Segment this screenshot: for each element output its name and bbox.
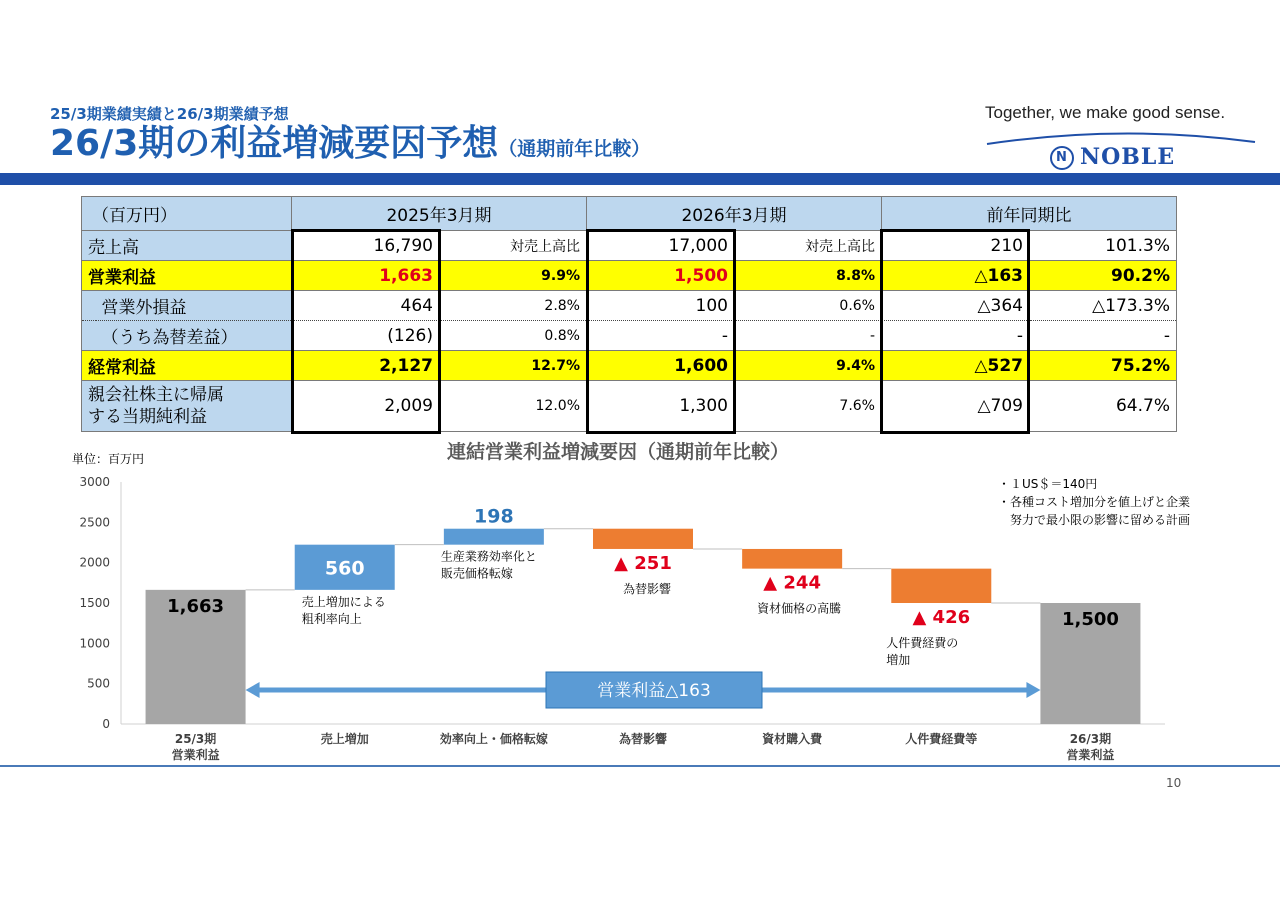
table-row-ordinary-income	[82, 351, 1177, 381]
logo-wordmark: NOBLE	[1080, 144, 1176, 170]
y-tick-label: 1500	[79, 596, 110, 610]
cell: △364	[882, 291, 1030, 321]
x-category-label: 26/3期	[1069, 732, 1112, 746]
x-category-label: 営業利益	[1066, 748, 1115, 762]
table-header-row	[82, 197, 1177, 231]
waterfall-bar	[593, 529, 693, 549]
x-category-label: 効率向上・価格転嫁	[439, 732, 548, 746]
cell: 100	[587, 291, 735, 321]
bar-value-label: ▲ 251	[614, 552, 672, 574]
cell: 1,500	[587, 261, 735, 291]
cell: 210	[882, 231, 1030, 261]
cell: 75.2%	[1030, 351, 1177, 381]
bar-value-label: 198	[474, 505, 514, 528]
y-tick-label: 3000	[79, 475, 110, 489]
x-category-label: 25/3期	[174, 732, 217, 746]
indent-cell	[82, 291, 96, 321]
cell: 9.9%	[440, 261, 587, 291]
cell: -	[587, 321, 735, 351]
cell: 対売上高比	[735, 231, 882, 261]
waterfall-bar	[444, 529, 544, 545]
cell: 対売上高比	[440, 231, 587, 261]
col-header-yoy: 前年同期比	[882, 197, 1177, 231]
page-subtitle: 25/3期業績実績と26/3期業績予想	[50, 105, 289, 123]
cell: 0.8%	[440, 321, 587, 351]
row-label: 営業外損益	[96, 291, 292, 321]
cell: 7.6%	[735, 381, 882, 432]
cell: 0.6%	[735, 291, 882, 321]
cell: 1,600	[587, 351, 735, 381]
bar-value-label: 1,663	[167, 595, 225, 617]
row-label-line1: 親会社株主に帰属	[88, 385, 224, 405]
cell: 2,009	[292, 381, 440, 432]
chart-footnote: ・１US＄＝140円	[998, 477, 1098, 491]
unit-label: 単位：百万円	[72, 452, 145, 466]
bar-note: 粗利率向上	[301, 611, 362, 626]
cell: 464	[292, 291, 440, 321]
cell: 90.2%	[1030, 261, 1177, 291]
footer-divider	[0, 765, 1280, 767]
waterfall-bar	[742, 549, 842, 569]
page-title-main: 26/3期の利益増減要因予想	[50, 123, 499, 164]
cell: 1,663	[292, 261, 440, 291]
row-label: （うち為替差益）	[96, 321, 292, 351]
bar-value-label: ▲ 244	[763, 572, 821, 594]
x-category-label: 売上増加	[320, 732, 369, 746]
cell: -	[882, 321, 1030, 351]
company-tagline: Together, we make good sense.	[985, 103, 1226, 122]
bar-note: 為替影響	[623, 581, 672, 596]
x-category-label: 営業利益	[171, 748, 220, 762]
waterfall-chart	[0, 430, 1280, 765]
cell: 8.8%	[735, 261, 882, 291]
row-label: 売上高	[82, 231, 292, 261]
row-label-line2: する当期純利益	[88, 407, 207, 427]
bar-note: 販売価格転嫁	[440, 566, 513, 581]
cell: -	[1030, 321, 1177, 351]
cell: 101.3%	[1030, 231, 1177, 261]
cell: 1,300	[587, 381, 735, 432]
bar-note: 資材価格の高騰	[757, 601, 842, 616]
bar-note: 増加	[886, 653, 911, 667]
bar-value-label: ▲ 426	[912, 607, 971, 628]
cell: 16,790	[292, 231, 440, 261]
bar-note: 売上増加による	[301, 594, 386, 609]
header-bar	[0, 173, 1280, 185]
bar-value-label: 1,500	[1061, 609, 1119, 630]
cell: △527	[882, 351, 1030, 381]
cell: △709	[882, 381, 1030, 432]
x-category-label: 為替影響	[618, 732, 668, 746]
cell: △173.3%	[1030, 291, 1177, 321]
cell: -	[735, 321, 882, 351]
table-row-sales	[82, 231, 1177, 261]
row-label: 営業利益	[82, 261, 292, 291]
cell: △163	[882, 261, 1030, 291]
cell: 2.8%	[440, 291, 587, 321]
financial-table	[81, 196, 1177, 432]
table-row-fx-gain	[82, 321, 1177, 351]
range-arrow-right-icon	[1026, 682, 1040, 698]
row-label	[82, 381, 292, 432]
x-category-label: 人件費経費等	[905, 732, 978, 746]
cell: (126)	[292, 321, 440, 351]
cell: 9.4%	[735, 351, 882, 381]
range-arrow-left-icon	[246, 682, 260, 698]
x-category-label: 資材購入費	[762, 732, 823, 746]
table-row-non-operating	[82, 291, 1177, 321]
range-label: 営業利益△163	[597, 681, 711, 701]
row-label: 経常利益	[82, 351, 292, 381]
chart-footnote: ・各種コスト増加分を値上げと企業	[998, 495, 1191, 509]
y-tick-label: 500	[87, 676, 110, 691]
company-logo	[1050, 144, 1175, 170]
table-row-operating-income	[82, 261, 1177, 291]
cell: 64.7%	[1030, 381, 1177, 432]
bar-value-label: 560	[324, 557, 365, 580]
y-tick-label: 0	[102, 717, 110, 731]
cell: 12.0%	[440, 381, 587, 432]
y-tick-label: 2000	[79, 555, 110, 570]
table-row-net-income	[82, 381, 1177, 432]
page-title	[50, 122, 650, 171]
y-tick-label: 1000	[79, 636, 110, 651]
col-header-fy2026: 2026年3月期	[587, 197, 882, 231]
bar-note: 生産業務効率化と	[440, 549, 537, 564]
cell: 17,000	[587, 231, 735, 261]
waterfall-bar	[891, 569, 991, 603]
page-title-note: （通期前年比較）	[498, 138, 651, 160]
bar-note: 人件費経費の	[886, 636, 959, 650]
chart-footnote: 努力で最小限の影響に留める計画	[998, 513, 1191, 527]
y-tick-label: 2500	[79, 515, 110, 530]
logo-mark-icon: N	[1050, 146, 1074, 170]
chart-title: 連結営業利益増減要因（通期前年比較）	[446, 441, 790, 463]
col-header-fy2025: 2025年3月期	[292, 197, 587, 231]
unit-header: （百万円）	[82, 197, 292, 231]
cell: 2,127	[292, 351, 440, 381]
page-number: 10	[1166, 776, 1182, 790]
cell: 12.7%	[440, 351, 587, 381]
indent-cell	[82, 321, 96, 351]
